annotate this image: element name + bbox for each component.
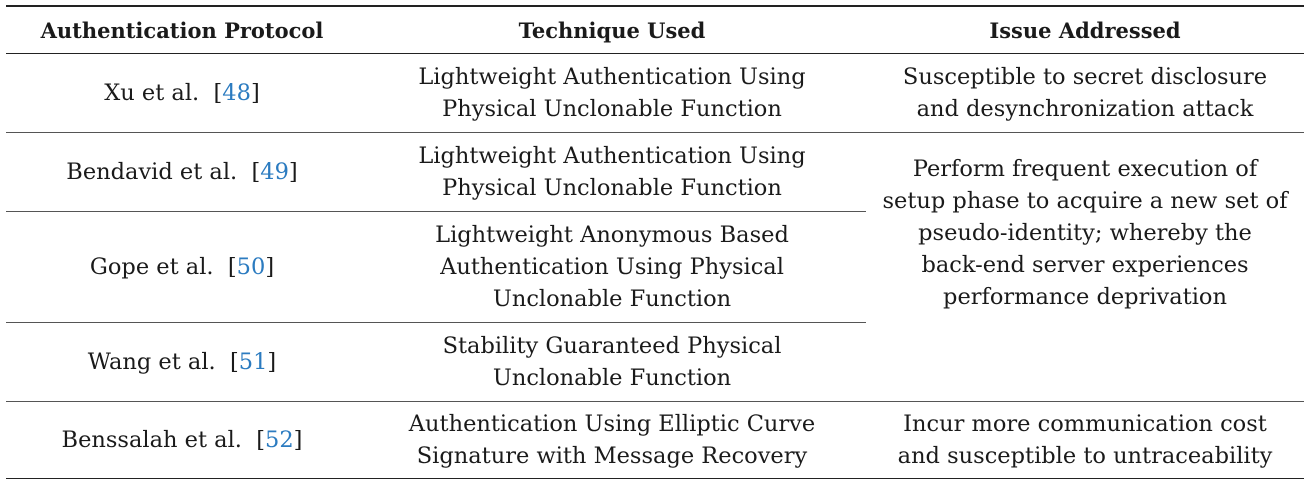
protocol-name: Gope et al. <box>89 254 214 280</box>
technique-line: Signature with Message Recovery <box>416 443 808 469</box>
issue-line: pseudo-identity; whereby the <box>918 220 1252 246</box>
table-row <box>6 133 1304 212</box>
issue-line: setup phase to acquire a new set of <box>882 188 1288 214</box>
issue-line: Incur more communication cost <box>903 411 1267 437</box>
technique-cell <box>358 133 866 212</box>
header-technique-used: Technique Used <box>518 17 706 43</box>
technique-line: Lightweight Authentication Using <box>418 143 806 169</box>
comparison-table-container <box>6 5 1304 479</box>
protocol-cell: Benssalah et al. [52] <box>6 402 358 479</box>
technique-cell <box>358 323 866 402</box>
technique-line: Physical Unclonable Function <box>442 96 782 122</box>
citation-link[interactable]: 50 <box>236 254 266 280</box>
technique-line: Authentication Using Physical <box>440 254 784 280</box>
technique-line: Lightweight Authentication Using <box>418 64 806 90</box>
technique-line: Authentication Using Elliptic Curve <box>408 411 816 437</box>
citation-link[interactable]: 51 <box>238 349 268 375</box>
protocol-name: Xu et al. <box>104 80 200 106</box>
technique-cell <box>358 402 866 479</box>
issue-line: back-end server experiences <box>921 252 1249 278</box>
header-authentication-protocol: Authentication Protocol <box>40 17 324 43</box>
technique-line: Lightweight Anonymous Based <box>435 222 789 248</box>
protocol-name: Benssalah et al. <box>61 427 242 453</box>
issue-line: performance deprivation <box>943 284 1227 310</box>
table-row <box>6 402 1304 479</box>
technique-line: Unclonable Function <box>492 286 732 312</box>
citation-link[interactable]: 52 <box>265 427 294 453</box>
header-issue-addressed: Issue Addressed <box>989 17 1181 43</box>
citation-link[interactable]: 48 <box>222 80 251 106</box>
protocol-cell: Xu et al. [48] <box>6 54 358 133</box>
citation-link[interactable]: 49 <box>260 159 289 185</box>
protocol-name: Bendavid et al. <box>66 159 238 185</box>
table-row <box>6 54 1304 133</box>
technique-line: Unclonable Function <box>492 365 732 391</box>
table-header-row <box>6 6 1304 54</box>
technique-line: Stability Guaranteed Physical <box>442 333 782 359</box>
technique-line: Physical Unclonable Function <box>442 175 782 201</box>
protocol-cell: Wang et al. [51] <box>6 323 358 402</box>
issue-cell <box>866 402 1304 479</box>
technique-cell <box>358 212 866 323</box>
protocol-cell: Bendavid et al. [49] <box>6 133 358 212</box>
issue-line: and susceptible to untraceability <box>897 443 1273 469</box>
protocol-name: Wang et al. <box>87 349 216 375</box>
issue-line: Susceptible to secret disclosure <box>902 64 1268 90</box>
issue-cell <box>866 54 1304 133</box>
issue-line: Perform frequent execution of <box>912 156 1258 182</box>
issue-cell-shared <box>866 133 1304 402</box>
issue-line: and desynchronization attack <box>916 96 1254 122</box>
authentication-protocols-table <box>6 5 1304 479</box>
protocol-cell: Gope et al. [50] <box>6 212 358 323</box>
technique-cell <box>358 54 866 133</box>
